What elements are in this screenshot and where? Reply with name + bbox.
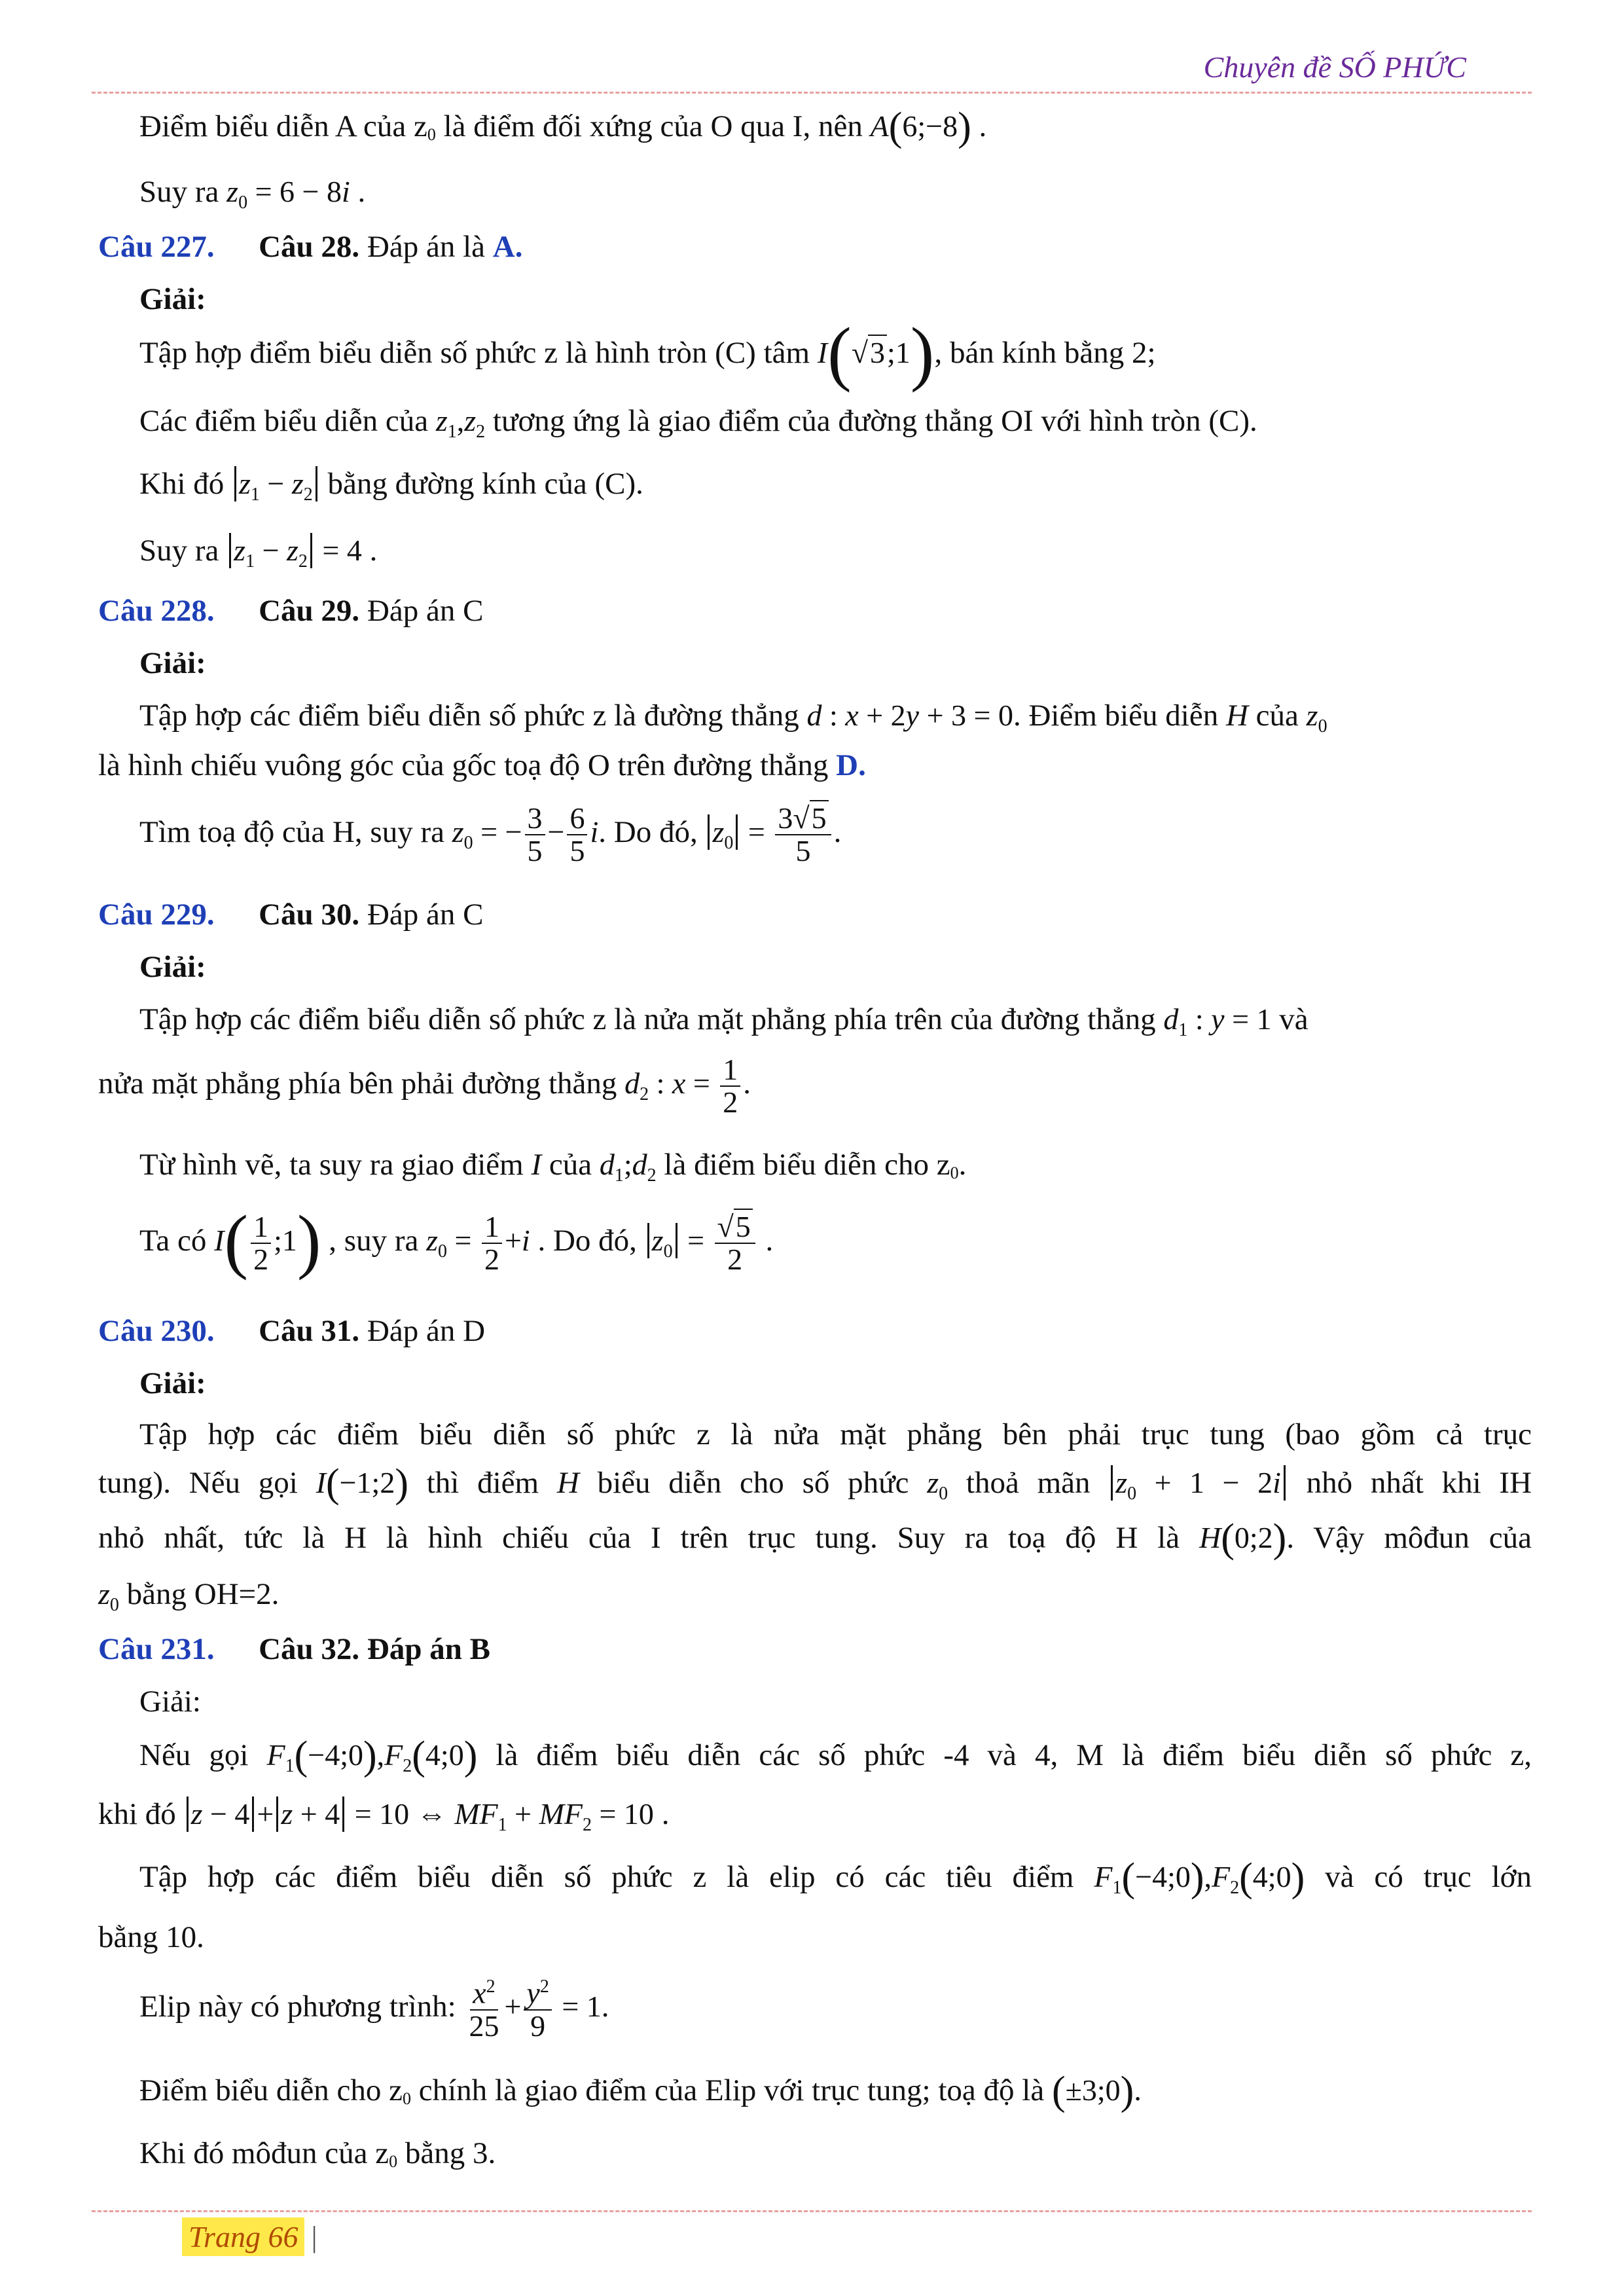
text-line [139,1150,966,1185]
text: D. [836,748,866,782]
math-z0-value: $z_0$ = $\frac{1}{2}$ +i [426,1210,530,1277]
question-title: Câu 31. [259,1314,360,1348]
math-modulus: $z_1 - z_2$ [232,467,320,500]
answer-prefix: Đáp án D [359,1314,486,1348]
text: bằng 3. [397,2136,496,2170]
text: . [833,814,842,849]
text: . [601,1990,609,2024]
question-heading [98,596,483,627]
text: . Điểm biểu diễn [1013,699,1226,733]
text: Các điểm biểu diễn của [139,404,436,438]
answer-letter: A. [492,230,523,264]
text-line [98,1461,1532,1506]
text: . Vậy môđun của [1286,1521,1532,1555]
math-line-d: d : x + 2y + 3 = 0 [806,699,1013,732]
text: , bán kính bằng 2; [934,336,1156,370]
text: chính là giao điểm của Elip với trục tung; toạ độ là [410,2073,1052,2107]
text-line [98,1054,751,1119]
math-z0: $z_0$ [98,1577,119,1615]
text: H [1225,699,1248,733]
answer-prefix: Đáp án C [359,898,484,932]
answer-prefix: Đáp án là [359,230,493,264]
text: bằng đường kính của (C). [319,467,643,501]
text: của [541,1148,600,1182]
solution-label: Giải: [139,950,206,984]
solution-label: Giải: [139,1685,201,1719]
text: thì điểm [408,1466,557,1500]
math-ellipse-equation: $\frac{x^2}{25}$ + $\frac{y^2}{9}$ = 1 [469,1976,602,2043]
text: Khi đó môđun của z [139,2136,389,2170]
text: . [350,175,366,209]
text: nửa mặt phẳng phía bên phải đường thẳng [98,1066,625,1101]
answer-prefix: Đáp án C [359,594,484,628]
text: Tập hợp điểm biểu diễn số phức z là hình tròn (C) tâm [139,336,818,370]
text: I [531,1148,542,1182]
text-line [98,1579,279,1614]
text: Tập hợp các điểm biểu diễn số phức z là nửa mặt phẳng phía trên của đường thẳng [139,1002,1164,1036]
question-heading [98,232,522,263]
math-foci: $F_1(-4;0),F_2(4;0)$ [1094,1855,1305,1900]
math-center-I: I(√3;1) [817,313,935,393]
text-line [139,1200,774,1281]
text: là điểm biểu diễn cho z [656,1148,950,1182]
math-foci: $F_1(-4;0),F_2(4;0)$ [266,1734,478,1778]
math-modulus-eq: $z_1 - z_2 = 4$ [226,534,362,567]
solution-label: Giải: [139,1366,206,1400]
text-line [139,406,1257,441]
math-z0-value: $z_0$ = − $\frac{3}{5}$ − $\frac{6}{5}$ i [452,801,599,868]
math-point-I: I(−1;2) [316,1461,408,1506]
question-title: Câu 32. Đáp án B [259,1632,490,1666]
text: nhỏ nhất khi IH [1288,1466,1532,1500]
subscript: 0 [389,2152,398,2171]
math-point-H: H(0;2) [1199,1516,1287,1561]
question-number: Câu 227. [98,230,215,264]
text: là điểm biểu diễn các số phức -4 và 4, M là điểm biểu diễn số phức z, [477,1738,1532,1772]
solution-label: Giải: [139,646,206,680]
math-line-d1: $d_1$ : y = 1 [1163,1002,1272,1040]
text: biểu diễn cho số phức [579,1466,928,1500]
text-line [98,1796,669,1834]
text-line [139,701,1327,736]
math-z0: $z_0$ [927,1466,948,1504]
text: là điểm đối xứng của O qua I, nên [435,109,871,143]
text: . [743,1066,751,1101]
question-title: Câu 30. [259,898,360,932]
math-ellipse-condition: z − 4 + z + 4 = 10 ⇔ $MF_1 + MF_2 = 10$ [184,1797,654,1831]
text: Suy ra [139,175,227,209]
math-point: (±3;0) [1051,2069,1134,2113]
text: Tập hợp các điểm biểu diễn số phức z là đường thẳng [139,699,807,733]
math-modulus-value: $z_0$ = $\frac{√5}{2}$ [645,1224,758,1257]
text: bằng OH=2. [118,1577,280,1611]
text-line [139,803,841,867]
text: khi đó [98,1797,184,1831]
text: của [1248,699,1307,733]
text: . [757,1223,774,1258]
text: Suy ra [139,534,227,568]
text: tương ứng là giao điểm của đường thẳng OI với hình tròn (C). [485,404,1257,438]
text-line [139,466,643,504]
text: Ta có [139,1223,215,1258]
text: thoả mãn [948,1466,1109,1500]
header-divider [92,92,1532,94]
math-point-A: A(6;−8) [870,105,971,149]
solution-label: Giải: [139,282,206,316]
question-number: Câu 229. [98,898,215,932]
text-line [139,1734,1532,1778]
text-line: bằng 10. [98,1920,204,1954]
text: và [1271,1002,1308,1036]
question-heading [98,1634,490,1665]
footer-separator: | [311,2220,317,2253]
text-line [139,1004,1308,1040]
text: . Do đó, [530,1223,645,1258]
text-line [139,2138,496,2170]
math-z1-z2: $z_1,z_2$ [435,404,486,442]
text: . [653,1797,670,1831]
text: . [958,1148,967,1182]
math-modulus: $z_0 + 1 - 2i$ [1108,1466,1288,1499]
text: nhỏ nhất, tức là H là hình chiếu của I trên trục tung. Suy ra toạ độ H là [98,1521,1199,1555]
text: . [971,109,987,143]
text-line [98,750,866,781]
text: Khi đó [139,467,232,501]
text: Tập hợp các điểm biểu diễn số phức z là elip có các tiêu điểm [139,1860,1094,1894]
text: , suy ra [321,1223,427,1258]
text: và có trục lớn [1305,1860,1532,1894]
text: . Do đó, [598,814,706,849]
text-line [139,2069,1142,2113]
question-number: Câu 228. [98,594,215,628]
math-z0: $z_0 = 6 - 8i$ [226,175,350,213]
math-line-d2: $d_2$ : x = $\frac{1}{2}$ [624,1066,743,1100]
math-point-I: I( $\frac{1}{2}$ ;1) [214,1200,321,1281]
text-line [139,1977,609,2042]
text: tung). Nếu gọi [98,1466,316,1500]
page-number: Trang 66 [182,2217,304,2256]
text: Điểm biểu diễn A của z [139,109,427,143]
text: H [556,1466,579,1500]
text: Elip này có phương trình: [139,1990,464,2024]
question-number: Câu 230. [98,1314,215,1348]
text-line [139,533,377,571]
text-line: Tập hợp các điểm biểu diễn số phức z là nửa mặt phẳng bên phải trục tung (bao gồm cả trục [139,1417,1532,1451]
header-title: Chuyên đề SỐ PHỨC [1203,50,1466,84]
text-line [98,1516,1532,1561]
text: . [361,534,378,568]
footer [182,2219,317,2254]
subscript: 0 [427,125,436,144]
text-line [139,105,987,149]
question-number: Câu 231. [98,1632,215,1666]
math-modulus-value: $z_0$ = $\frac{3√5}{5}$ [705,815,833,848]
text: Từ hình vẽ, ta suy ra giao điểm [139,1148,532,1182]
text-line [139,313,1156,393]
text: . [1134,2073,1142,2107]
math-z0: $z_0$ [1306,699,1327,737]
footer-divider [92,2210,1532,2212]
text: Điểm biểu diễn cho z [139,2073,403,2107]
text: là hình chiếu vuông góc của gốc toạ độ O trên đường thẳng [98,748,837,782]
text-line [139,177,365,212]
text: Nếu gọi [139,1738,267,1772]
math-d1-d2: $d_1;d_2$ [599,1148,657,1186]
question-title: Câu 29. [259,594,360,628]
text-line [139,1855,1532,1900]
subscript: 0 [402,2089,411,2108]
question-heading [98,900,483,930]
question-heading [98,1316,485,1347]
subscript: 0 [950,1163,959,1182]
text: Tìm toạ độ của H, suy ra [139,814,452,849]
question-title: Câu 28. [259,230,360,264]
